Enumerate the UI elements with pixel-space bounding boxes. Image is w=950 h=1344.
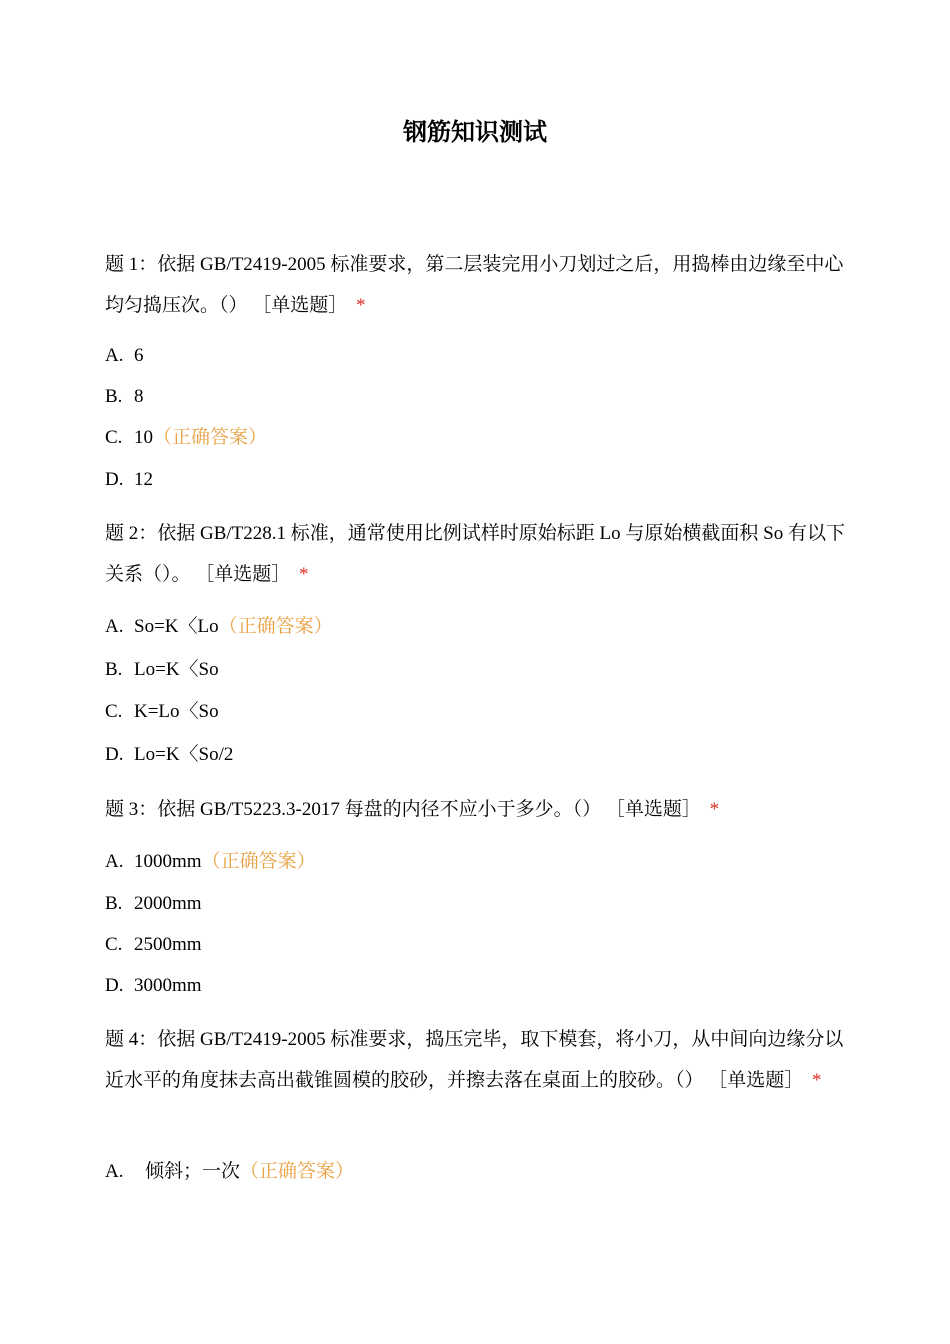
option-1d[interactable] [105, 465, 153, 495]
option-1a[interactable] [105, 341, 144, 371]
option-1c[interactable] [105, 423, 267, 453]
required-mark: * [356, 295, 366, 316]
option-letter: D. [105, 744, 124, 765]
option-2d[interactable] [105, 740, 233, 770]
option-letter: A. [105, 1161, 124, 1182]
option-3b[interactable] [105, 889, 202, 919]
option-1b[interactable] [105, 382, 144, 412]
option-text: 3000mm [134, 975, 202, 996]
option-text: 2500mm [134, 934, 202, 955]
option-3a[interactable] [105, 847, 316, 877]
option-text: Lo=K〈So/2 [134, 744, 234, 765]
correct-answer-tag: （正确答案） [240, 1161, 355, 1182]
option-text: 倾斜；一次 [145, 1161, 241, 1182]
question-type-label: ［单选题］ [195, 564, 291, 585]
option-letter: B. [105, 893, 123, 914]
option-2b[interactable] [105, 655, 219, 685]
option-text: 6 [134, 345, 144, 366]
question-text: 题 4：依据 GB/T2419-2005 标准要求，捣压完毕，取下模套，将小刀，从中间向边缘分以近水平的角度抹去高出截锥圆模的胶砂，并擦去落在桌面上的胶砂。（） [105, 1029, 844, 1091]
correct-answer-tag: （正确答案） [153, 427, 268, 448]
option-2c[interactable] [105, 697, 219, 727]
required-mark: * [299, 564, 309, 585]
option-4a[interactable] [105, 1157, 354, 1187]
option-3d[interactable] [105, 971, 202, 1001]
option-text: Lo=K〈So [134, 659, 219, 680]
question-type-label: ［单选题］ [605, 799, 701, 820]
correct-answer-tag: （正确答案） [218, 616, 333, 637]
option-letter: C. [105, 701, 123, 722]
option-2a[interactable] [105, 612, 333, 642]
question-type-label: ［单选题］ [708, 1070, 804, 1091]
question-text: 题 1：依据 GB/T2419-2005 标准要求，第二层装完用小刀划过之后，用捣棒由边缘至中心均匀捣压次。（） [105, 254, 844, 316]
question-2 [105, 513, 845, 595]
option-text: 10 [134, 427, 153, 448]
question-4 [105, 1019, 845, 1101]
question-type-label: ［单选题］ [252, 295, 348, 316]
option-text: K=Lo〈So [134, 701, 219, 722]
option-letter: D. [105, 975, 124, 996]
option-text: So=K〈Lo [134, 616, 219, 637]
question-3 [105, 789, 845, 830]
option-letter: C. [105, 934, 123, 955]
option-text: 8 [134, 386, 144, 407]
question-text: 题 3：依据 GB/T5223.3-2017 每盘的内径不应小于多少。（） [105, 799, 602, 820]
option-3c[interactable] [105, 930, 202, 960]
required-mark: * [709, 799, 720, 820]
option-letter: B. [105, 659, 123, 680]
option-letter: A. [105, 345, 124, 366]
question-1 [105, 244, 845, 326]
option-letter: A. [105, 616, 124, 637]
question-text: 题 2：依据 GB/T228.1 标准，通常使用比例试样时原始标距 Lo 与原始横截面积 So 有以下关系（）。 [105, 523, 845, 585]
option-letter: B. [105, 386, 123, 407]
option-text: 2000mm [134, 893, 202, 914]
option-text: 12 [134, 469, 153, 490]
correct-answer-tag: （正确答案） [201, 851, 316, 872]
option-text: 1000mm [134, 851, 202, 872]
page-title: 钢筋知识测试 [403, 118, 547, 146]
option-letter: D. [105, 469, 124, 490]
required-mark: * [812, 1070, 822, 1091]
option-letter: C. [105, 427, 123, 448]
option-letter: A. [105, 851, 124, 872]
